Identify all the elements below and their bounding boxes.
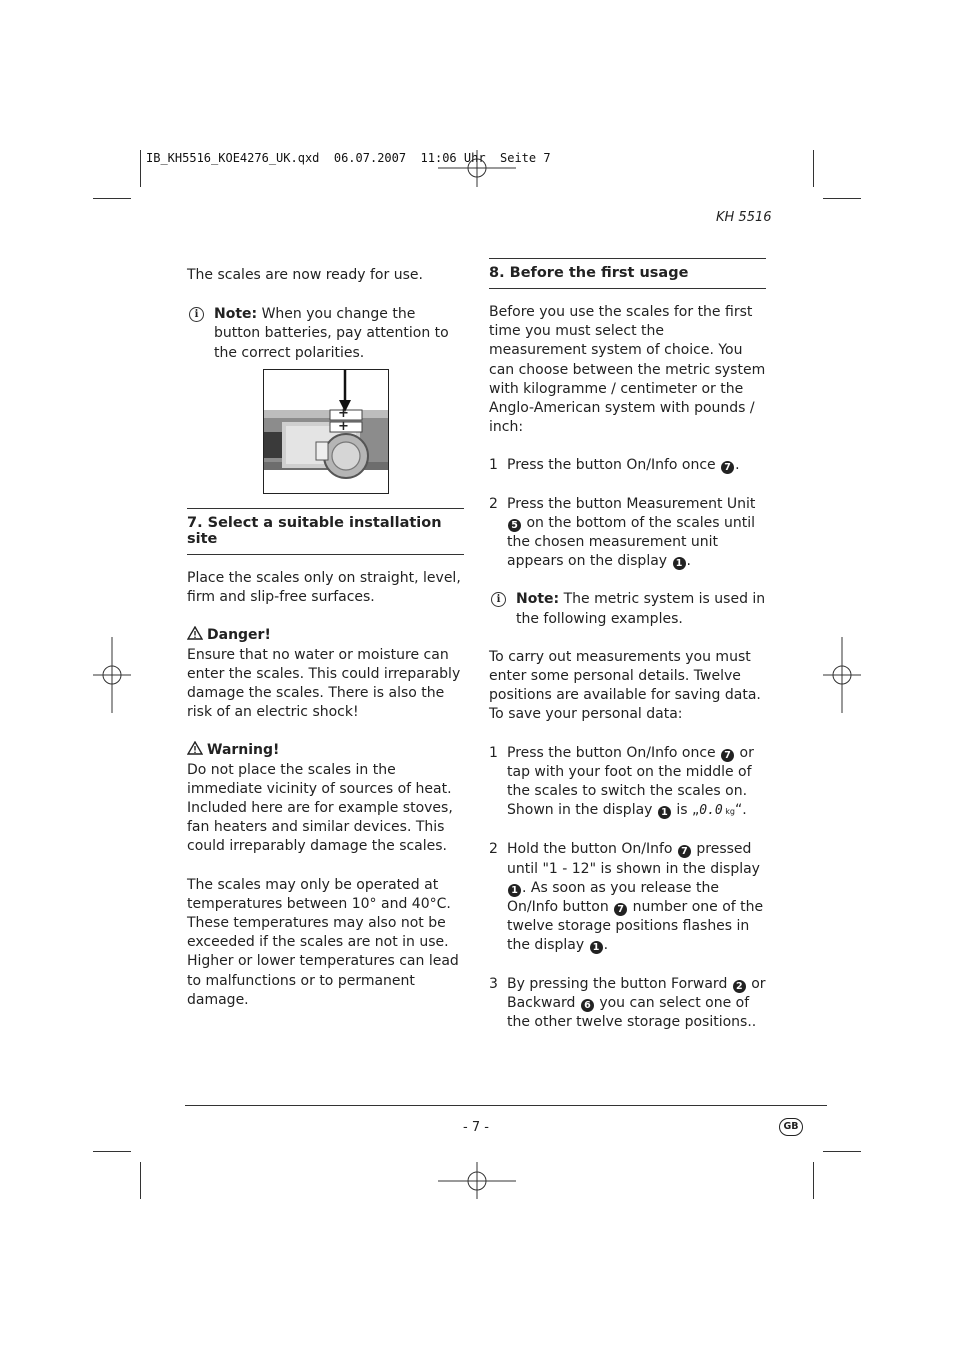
personal-step-1: 1 Press the button On/Info once 7 or tap with your foot on the middle of the scales to switch the scales on. Shown in the display 1 is „0.0 kg“.: [489, 744, 754, 819]
placement-text: Place the scales only on straight, level, firm and slip-free surfaces.: [187, 570, 461, 606]
right-column: [489, 258, 766, 1032]
ref-badge-display: 1: [673, 557, 686, 570]
ref-badge-display: 1: [590, 941, 603, 954]
warning-text: Do not place the scales in the immediate vicinity of sources of heat. Included here are for example stoves, fan heaters and similar devices. This could irreparably damage the scales.: [187, 761, 453, 855]
ref-badge-on-info: 7: [614, 903, 627, 916]
ref-badge-display: 1: [658, 806, 671, 819]
print-slug: IB_KH5516_KOE4276_UK.qxd 06.07.2007 11:06 Uhr Seite 7: [146, 151, 551, 165]
section8-heading: 8. Before the first usage: [489, 258, 766, 289]
warning-triangle-icon: [187, 626, 203, 640]
unit-step-2: 2 Press the button Measurement Unit 5 on the bottom of the scales until the chosen measurement unit appears on the display 1 .: [489, 495, 756, 570]
unit-step-1: 1 Press the button On/Info once 7 .: [489, 457, 740, 474]
personal-step-3: 3 By pressing the button Forward 2 or Backward 6 you can select one of the other twelve storage positions..: [489, 975, 766, 1031]
ref-badge-on-info: 7: [678, 845, 691, 858]
ref-badge-on-info: 7: [721, 749, 734, 762]
warning-triangle-icon: [187, 741, 203, 755]
metric-note: i Note: The metric system is used in the following examples.: [489, 590, 766, 628]
info-icon: i: [189, 307, 204, 322]
lcd-reading: 0.0: [699, 803, 723, 819]
battery-illustration: [264, 370, 388, 493]
ref-badge-backward: 6: [581, 999, 594, 1012]
kg-unit: kg: [722, 807, 735, 817]
danger-text: Ensure that no water or moisture can enter the scales. This could irreparably damage the scales. There is also the risk of an electric shock!: [187, 646, 461, 721]
ref-badge-display: 1: [508, 884, 521, 897]
battery-figure: [263, 369, 389, 494]
left-column-lower: [187, 508, 464, 1010]
personal-step-2: 2 Hold the button On/Info 7 pressed until "1 - 12" is shown in the display 1 . As soon as you release the On/Info button 7 number one of the twelve storage positions flashes in the display 1 .: [489, 841, 764, 954]
page-number: - 7 -: [463, 1120, 489, 1135]
model-number: KH 5516: [716, 210, 772, 225]
ref-badge-on-info: 7: [721, 461, 734, 474]
plus-sign-bottom: +: [338, 419, 349, 434]
personal-data-intro: To carry out measurements you must enter some personal details. Twelve positions are available for saving data. To save your personal data:: [489, 648, 761, 723]
footer-rule: [185, 1105, 827, 1106]
danger-label: Danger!: [187, 626, 464, 645]
left-column: [187, 266, 464, 363]
temperature-text: The scales may only be operated at temperatures between 10° and 40°C. These temperatures may also not be exceeded if the scales are not in use. Higher or lower temperatures can lead to malfunctions or to permanent damage.: [187, 876, 459, 1008]
ref-badge-measurement-unit: 5: [508, 519, 521, 532]
warning-label: Warning!: [187, 741, 464, 760]
ready-text: The scales are now ready for use.: [187, 267, 423, 283]
country-badge: GB: [779, 1118, 803, 1136]
section7-heading: 7. Select a suitable installation site: [187, 508, 464, 555]
intro-text: Before you use the scales for the first time you must select the measurement system of choice. You can choose between the metric system with kilogramme / centimeter or the Anglo-American system with pounds / inch:: [489, 304, 766, 436]
info-icon: i: [491, 592, 506, 607]
ref-badge-forward: 2: [733, 980, 746, 993]
plus-sign-top: +: [338, 406, 349, 421]
battery-note: i Note: When you change the button batteries, pay attention to the correct polarities.: [187, 305, 464, 363]
